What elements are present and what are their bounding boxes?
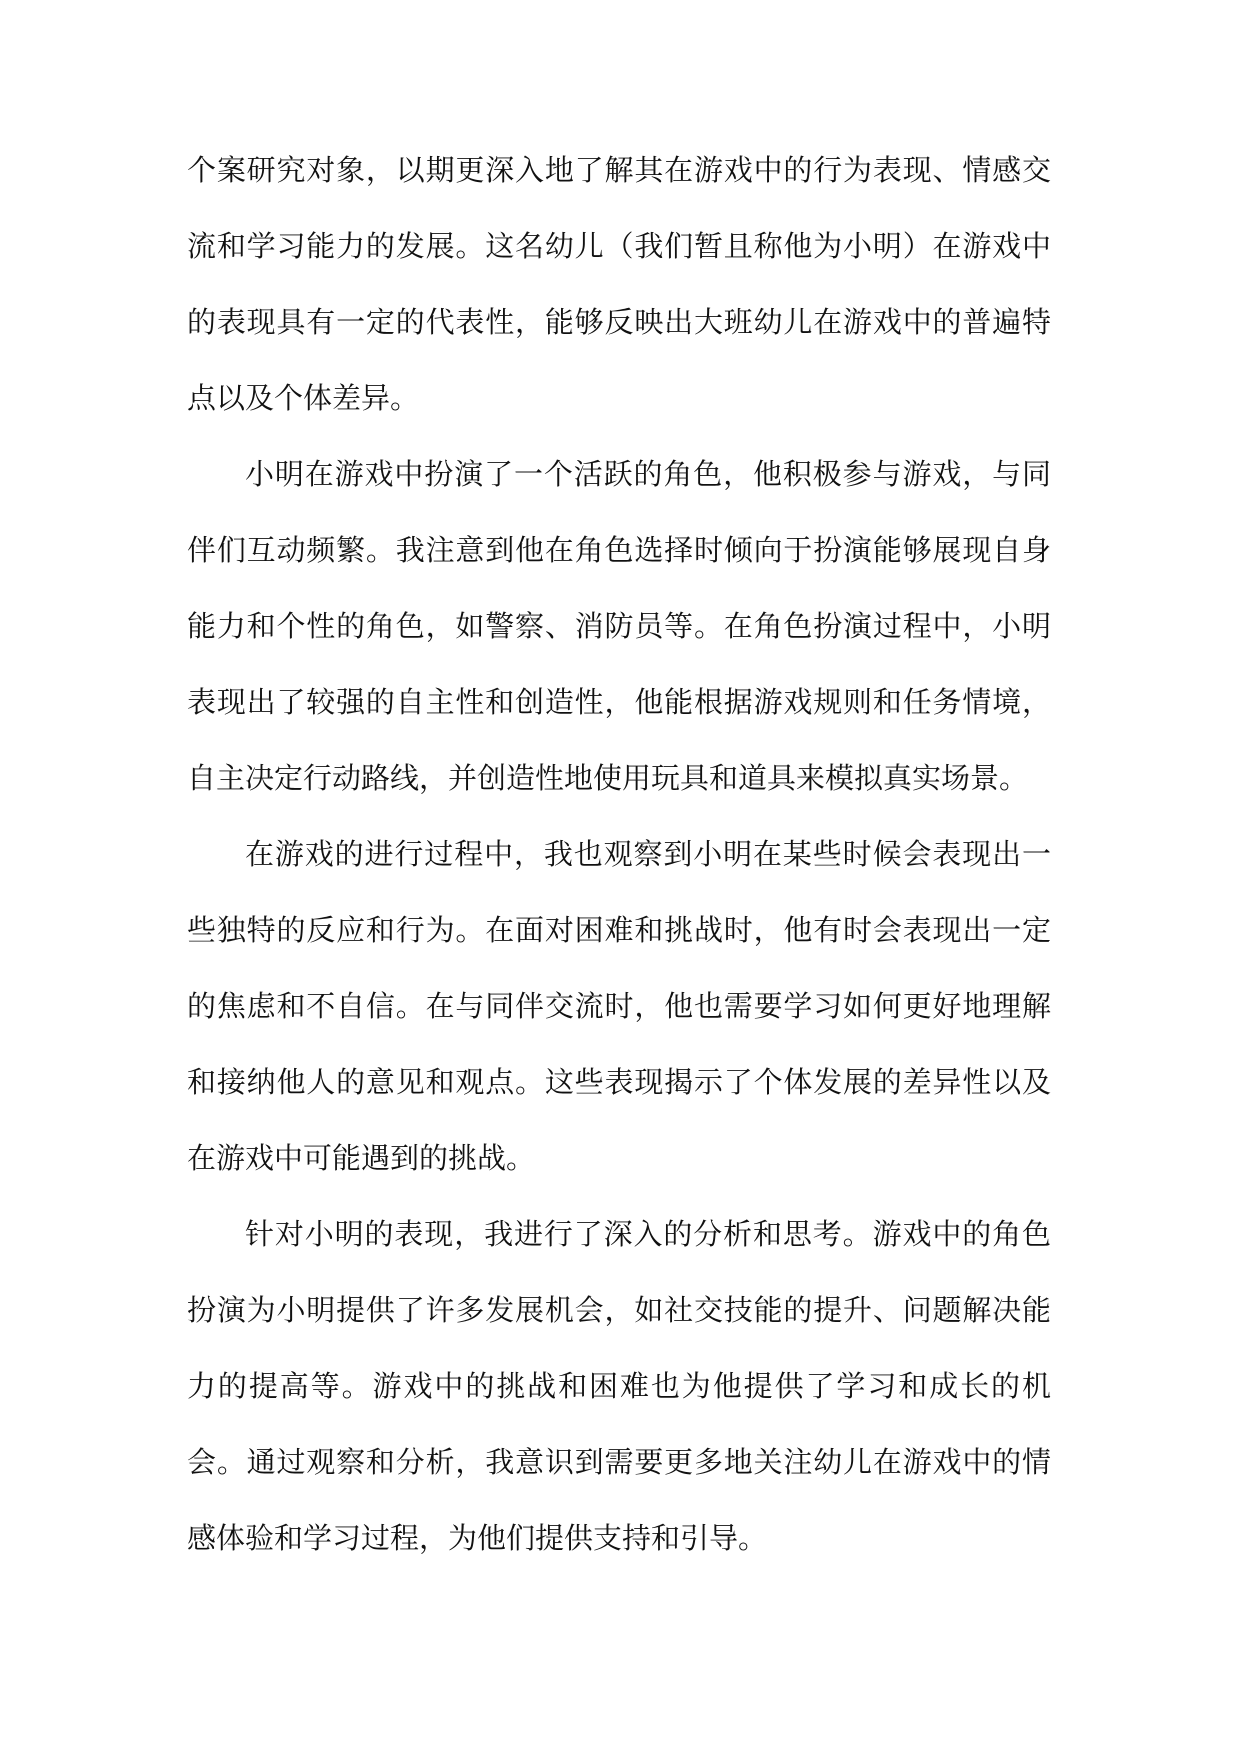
paragraph-2: 小明在游戏中扮演了一个活跃的角色，他积极参与游戏，与同伴们互动频繁。我注意到他在角色选择时倾向于扮演能够展现自身能力和个性的角色，如警察、消防员等。在角色扮演过程中，小明表现出了较强的自主性和创造性，他能根据游戏规则和任务情境，自主决定行动路线，并创造性地使用玩具和道具来模拟真实场景。 — [187, 457, 1051, 795]
paragraph-1: 个案研究对象，以期更深入地了解其在游戏中的行为表现、情感交流和学习能力的发展。这名幼儿（我们暂且称他为小明）在游戏中的表现具有一定的代表性，能够反映出大班幼儿在游戏中的普遍特点以及个体差异。 — [187, 153, 1051, 415]
paragraph-3: 在游戏的进行过程中，我也观察到小明在某些时候会表现出一些独特的反应和行为。在面对困难和挑战时，他有时会表现出一定的焦虑和不自信。在与同伴交流时，他也需要学习如何更好地理解和接纳他人的意见和观点。这些表现揭示了个体发展的差异性以及在游戏中可能遇到的挑战。 — [187, 837, 1051, 1175]
paragraph-4: 针对小明的表现，我进行了深入的分析和思考。游戏中的角色扮演为小明提供了许多发展机会，如社交技能的提升、问题解决能力的提高等。游戏中的挑战和困难也为他提供了学习和成长的机会。通过观察和分析，我意识到需要更多地关注幼儿在游戏中的情感体验和学习过程，为他们提供支持和引导。 — [187, 1217, 1051, 1555]
document-body — [187, 132, 1051, 1576]
